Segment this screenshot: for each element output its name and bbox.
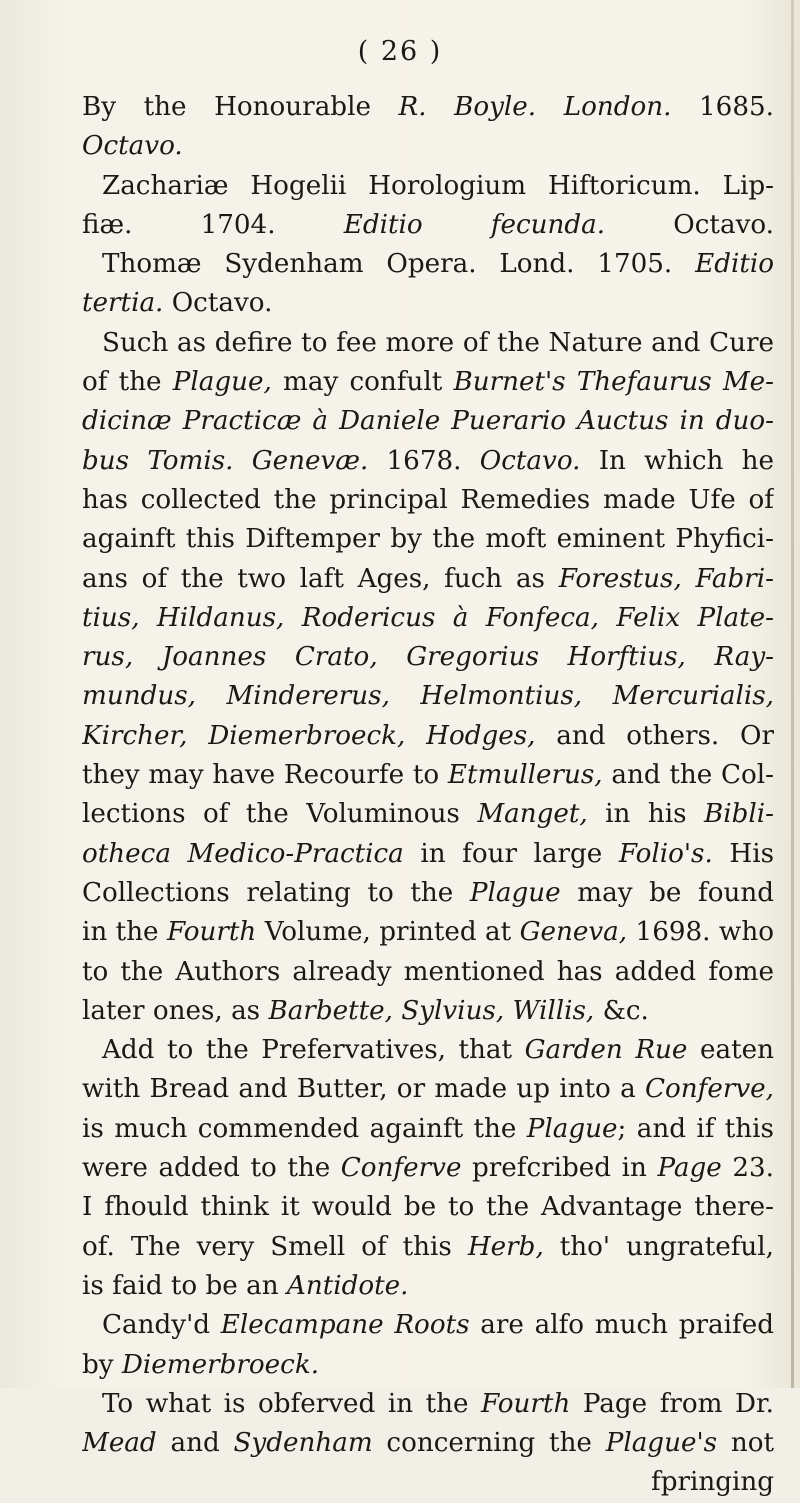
roman-text: 23. bbox=[721, 1153, 774, 1184]
text-line bbox=[82, 1228, 774, 1267]
roman-text: concerning the bbox=[372, 1428, 606, 1459]
roman-text: &c. bbox=[594, 995, 649, 1026]
text-line bbox=[82, 717, 774, 756]
text-line bbox=[82, 1424, 774, 1463]
italic-text: rus, Joannes Crato, Gregorius Horftius, Ray- bbox=[82, 642, 774, 673]
text-line bbox=[82, 992, 774, 1031]
text-line bbox=[82, 88, 774, 127]
text-line bbox=[82, 363, 774, 402]
italic-text: Garden Rue bbox=[524, 1035, 688, 1066]
text-line bbox=[82, 913, 774, 952]
roman-text: I fhould think it would be to the Advantage there- bbox=[82, 1192, 774, 1223]
italic-text: Editio bbox=[695, 249, 774, 280]
roman-text: of the bbox=[82, 367, 173, 398]
italic-text: Folio's. bbox=[618, 838, 713, 869]
italic-text: Octavo. bbox=[82, 131, 183, 162]
italic-text: tertia. bbox=[82, 288, 164, 319]
text-line bbox=[82, 874, 774, 913]
italic-text: Conferve, bbox=[645, 1074, 774, 1105]
italic-text: Geneva, bbox=[519, 917, 628, 948]
italic-text: tius, Hildanus, Rodericus à Fonfeca, Felix Plate- bbox=[82, 602, 774, 633]
roman-text: is faid to be an bbox=[82, 1270, 287, 1301]
text-line bbox=[82, 1385, 774, 1424]
roman-text: of. The very Smell of this bbox=[82, 1231, 468, 1262]
roman-text: In which he bbox=[580, 445, 774, 476]
roman-text: in his bbox=[587, 799, 705, 830]
italic-text: Mead bbox=[82, 1428, 157, 1459]
text-line bbox=[82, 1306, 774, 1345]
text-line bbox=[82, 677, 774, 716]
text-line bbox=[82, 284, 774, 323]
text-line bbox=[82, 324, 774, 363]
roman-text: againft this Diftemper by the moft eminent Phyfici- bbox=[82, 524, 774, 555]
roman-text: Page from Dr. bbox=[570, 1388, 774, 1419]
italic-text: Plague bbox=[526, 1113, 618, 1144]
text-line bbox=[82, 1110, 774, 1149]
italic-text: Kircher, Diemerbroeck, Hodges, bbox=[82, 720, 536, 751]
roman-text: Zachariæ Hogelii Horologium Hiftoricum. Lip- bbox=[102, 170, 774, 201]
italic-text: Diemerbroeck. bbox=[121, 1349, 320, 1380]
text-line bbox=[82, 638, 774, 677]
roman-text: Such as defire to fee more of the Nature and Cure bbox=[102, 327, 774, 358]
italic-text: Plague bbox=[469, 877, 561, 908]
italic-text: Manget, bbox=[477, 799, 588, 830]
roman-text: fiæ. 1704. bbox=[82, 209, 344, 240]
text-line bbox=[82, 167, 774, 206]
italic-text: Herb, bbox=[467, 1231, 544, 1262]
italic-text: Sydenham bbox=[233, 1428, 373, 1459]
text-line bbox=[82, 756, 774, 795]
roman-text: 1678. bbox=[368, 445, 480, 476]
roman-text: may confult bbox=[271, 367, 454, 398]
italic-text: Antidote. bbox=[286, 1270, 409, 1301]
roman-text: has collected the principal Remedies made Ufe of bbox=[82, 484, 774, 515]
roman-text: Octavo. bbox=[163, 288, 273, 319]
text-line bbox=[82, 245, 774, 284]
text-line bbox=[82, 402, 774, 441]
page-edge bbox=[791, 0, 794, 1388]
text-line bbox=[82, 442, 774, 481]
italic-text: Forestus, Fabri- bbox=[558, 563, 774, 594]
roman-text: Octavo. bbox=[605, 209, 774, 240]
roman-text: tho' ungrateful, bbox=[543, 1231, 774, 1262]
italic-text: mundus, Mindererus, Helmontius, Mercurialis, bbox=[82, 681, 774, 712]
roman-text: Volume, printed at bbox=[256, 917, 520, 948]
text-line bbox=[82, 1346, 774, 1385]
italic-text: Barbette, Sylvius, Willis, bbox=[268, 995, 595, 1026]
italic-text: Fourth bbox=[481, 1388, 571, 1419]
roman-text: in four large bbox=[403, 838, 619, 869]
roman-text: His bbox=[712, 838, 774, 869]
roman-text: in the bbox=[82, 917, 167, 948]
italic-text: Burnet's Thefaurus Me- bbox=[453, 367, 774, 398]
roman-text: Thomæ Sydenham Opera. Lond. 1705. bbox=[102, 249, 696, 280]
italic-text: Elecampane Roots bbox=[220, 1310, 470, 1341]
roman-text: not bbox=[717, 1428, 774, 1459]
text-line bbox=[82, 1070, 774, 1109]
text-line bbox=[82, 835, 774, 874]
italic-text: Page bbox=[657, 1153, 722, 1184]
italic-text: Etmullerus, bbox=[447, 760, 603, 791]
italic-text: Editio fecunda. bbox=[343, 209, 606, 240]
roman-text: may be found bbox=[560, 877, 774, 908]
text-line bbox=[82, 1188, 774, 1227]
italic-text: Bibli- bbox=[704, 799, 774, 830]
roman-text: fpringing bbox=[651, 1467, 774, 1498]
roman-text: are alfo much praifed bbox=[469, 1310, 774, 1341]
text-line bbox=[82, 953, 774, 992]
roman-text: lections of the Voluminous bbox=[82, 799, 478, 830]
text-line bbox=[82, 127, 774, 166]
italic-text: Fourth bbox=[166, 917, 257, 948]
roman-text: they may have Recourfe to bbox=[82, 760, 448, 791]
text-line bbox=[82, 1463, 774, 1502]
text-line bbox=[82, 1031, 774, 1070]
text-line bbox=[82, 1149, 774, 1188]
roman-text: ; and if this bbox=[617, 1113, 774, 1144]
text-line bbox=[82, 520, 774, 559]
roman-text: and others. Or bbox=[535, 720, 774, 751]
roman-text: By the Honourable bbox=[82, 92, 399, 122]
roman-text: eaten bbox=[687, 1035, 774, 1066]
page-number: ( 26 ) bbox=[357, 36, 443, 67]
text-line bbox=[82, 481, 774, 520]
italic-text: bus Tomis. Genevæ. bbox=[82, 445, 369, 476]
roman-text: prefcribed in bbox=[461, 1153, 658, 1184]
roman-text: To what is obferved in the bbox=[102, 1388, 482, 1419]
roman-text: with Bread and Butter, or made up into a bbox=[82, 1074, 645, 1105]
roman-text: 1685. bbox=[671, 92, 774, 122]
italic-text: Plague's bbox=[605, 1428, 718, 1459]
roman-text: 1698. who bbox=[627, 917, 774, 948]
italic-text: R. Boyle. London. bbox=[398, 92, 672, 122]
roman-text: Add to the Prefervatives, that bbox=[102, 1035, 525, 1066]
roman-text: to the Authors already mentioned has added fome bbox=[82, 956, 774, 987]
text-line bbox=[82, 1267, 774, 1306]
roman-text: by bbox=[82, 1349, 122, 1380]
roman-text: ans of the two laft Ages, fuch as bbox=[82, 563, 559, 594]
italic-text: dicinæ Practicæ à Daniele Puerario Auctus in duo- bbox=[82, 406, 774, 437]
italic-text: Octavo. bbox=[479, 445, 581, 476]
italic-text: Plague, bbox=[172, 367, 272, 398]
text-line bbox=[82, 560, 774, 599]
roman-text: and bbox=[156, 1428, 234, 1459]
roman-text: Collections relating to the bbox=[82, 877, 470, 908]
roman-text: were added to the bbox=[82, 1153, 341, 1184]
body-text bbox=[82, 88, 774, 1503]
roman-text: Candy'd bbox=[102, 1310, 221, 1341]
roman-text: is much commended againft the bbox=[82, 1113, 527, 1144]
text-line bbox=[82, 599, 774, 638]
italic-text: Conferve bbox=[340, 1153, 462, 1184]
italic-text: otheca Medico-Practica bbox=[82, 838, 404, 869]
text-line bbox=[82, 206, 774, 245]
text-line bbox=[82, 795, 774, 834]
roman-text: and the Col- bbox=[602, 760, 774, 791]
roman-text: later ones, as bbox=[82, 995, 269, 1026]
